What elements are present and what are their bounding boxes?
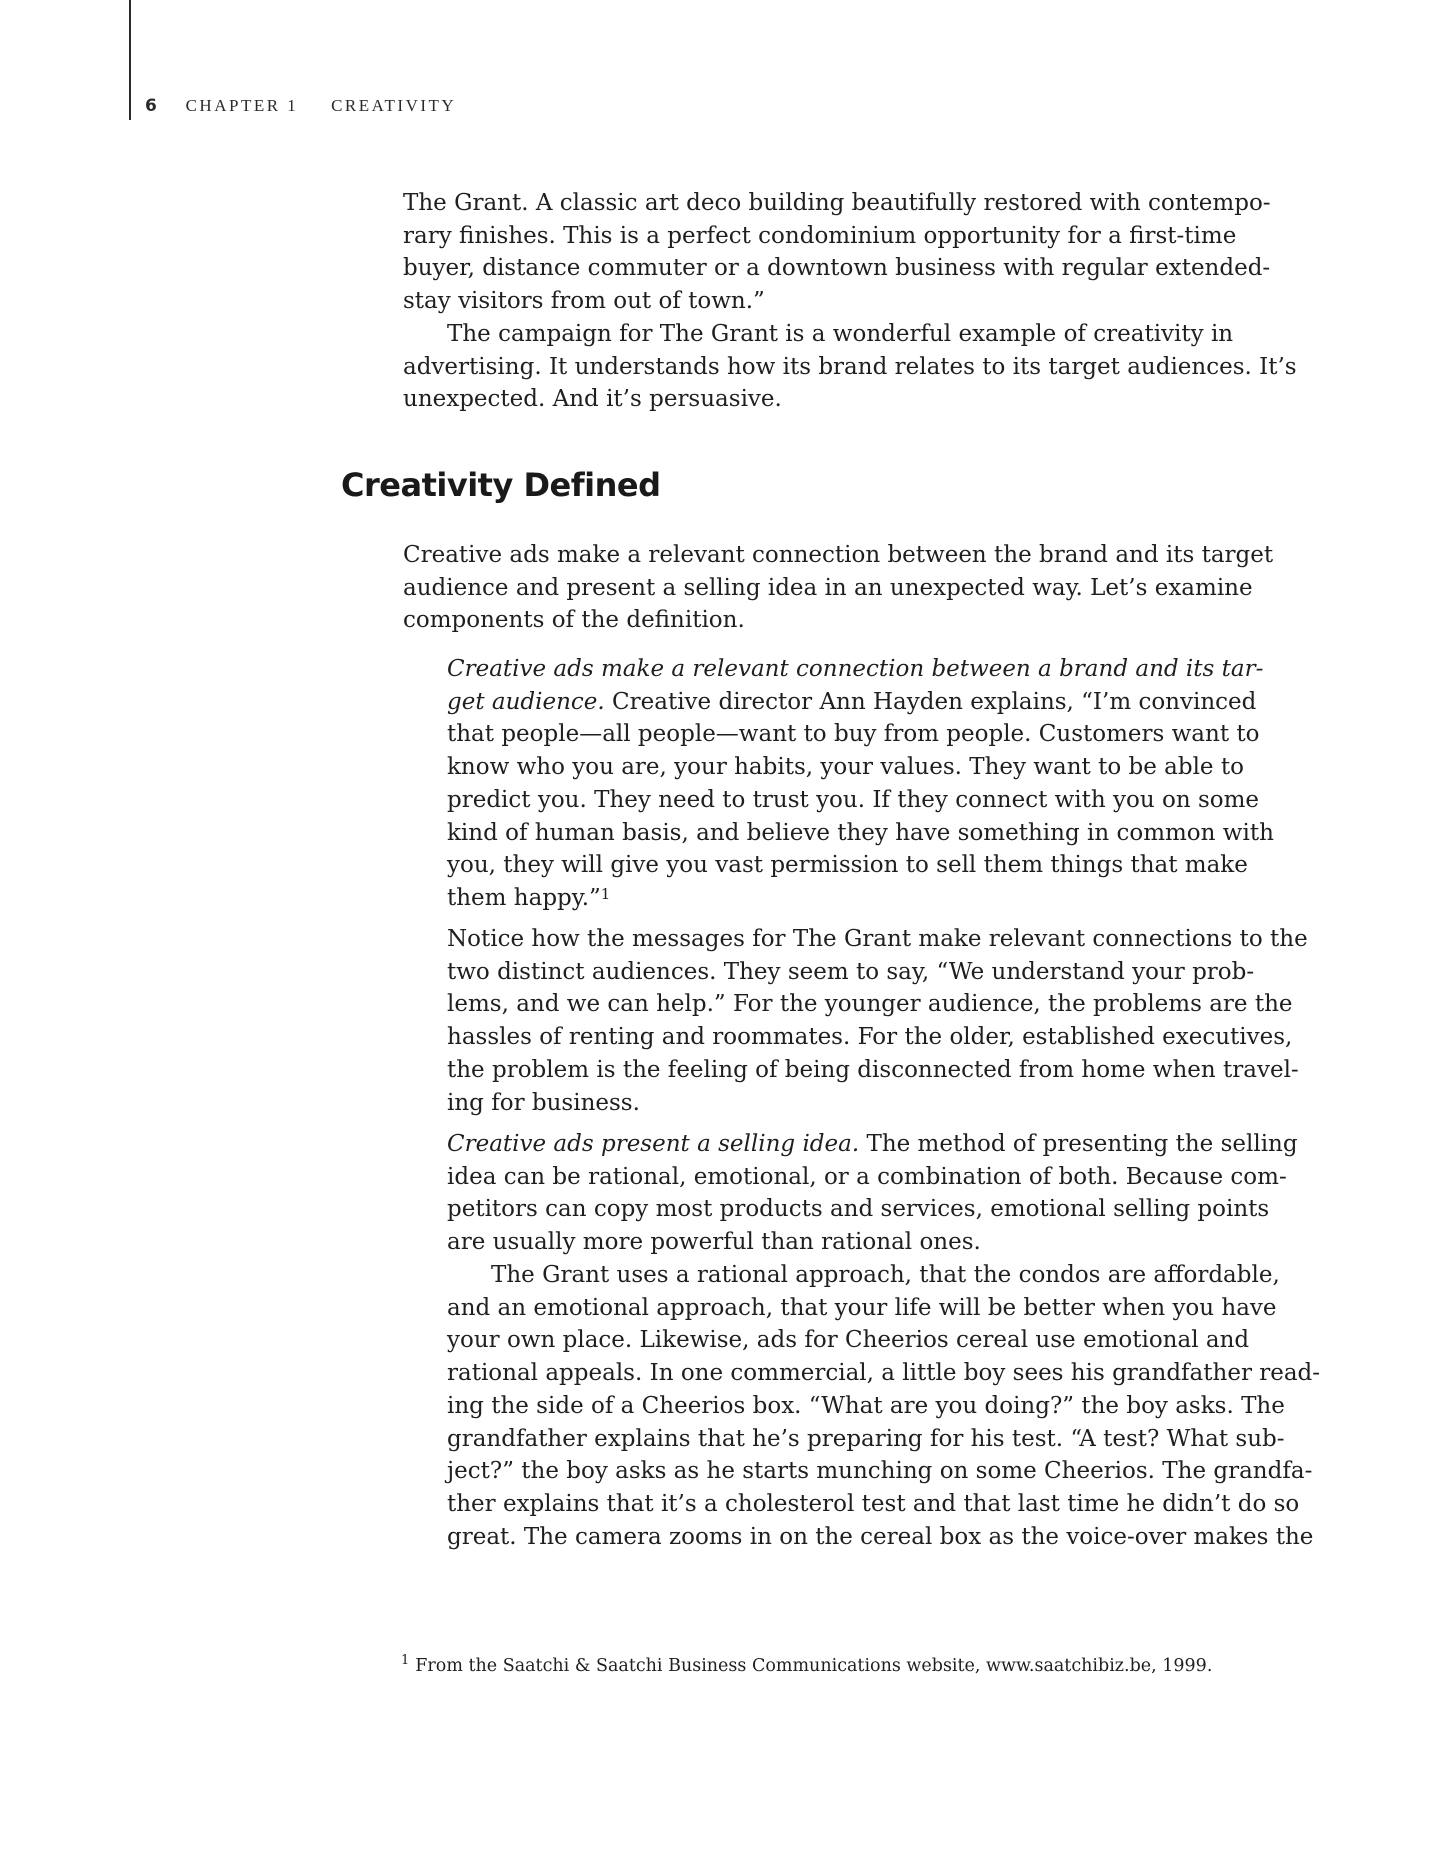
italic-lead: get audience.: [447, 688, 605, 715]
text-line: [447, 1128, 1298, 1161]
text-line: The Grant uses a rational approach, that the condos are affordable,: [491, 1262, 1280, 1288]
italic-lead: Creative ads present a selling idea.: [447, 1131, 860, 1157]
text-line: that people—all people—want to buy from people. Customers want to: [447, 721, 1260, 748]
text-line: [447, 653, 1274, 686]
text-line: idea can be rational, emotional, or a combination of both. Because com-: [447, 1163, 1287, 1190]
text-line: kind of human basis, and believe they have something in common with: [447, 819, 1274, 846]
text-line: petitors can copy most products and services, emotional selling points: [447, 1196, 1270, 1223]
margin-rule: [129, 0, 131, 120]
footnote-text: From the Saatchi & Saatchi Business Communications website, www.saatchibiz.be, 1999.: [415, 1656, 1213, 1676]
text-run: Creative director Ann Hayden explains, “I’m convinced: [604, 688, 1257, 715]
text-line: great. The camera zooms in on the cereal box as the voice-over makes the: [447, 1523, 1314, 1550]
selling-idea-paragraph: [447, 1128, 1298, 1259]
footnote-mark: 1: [401, 1653, 410, 1668]
chapter-title: CREATIVITY: [331, 96, 457, 115]
page-number: 6: [145, 96, 157, 116]
text-line: lems, and we can help.” For the younger audience, the problems are the: [447, 991, 1293, 1018]
text-line: unexpected. And it’s persuasive.: [403, 386, 782, 413]
text-line: you, they will give you vast permission to sell them things that make: [447, 852, 1248, 879]
intro-paragraph: [403, 187, 1271, 318]
text-line: ing the side of a Cheerios box. “What are you doing?” the boy asks. The: [447, 1392, 1285, 1419]
text-run: The method of presenting the selling: [859, 1131, 1298, 1157]
text-line: ther explains that it’s a cholesterol test and that last time he didn’t do so: [447, 1490, 1300, 1517]
text-line: predict you. They need to trust you. If they connect with you on some: [447, 786, 1260, 813]
text-line: ject?” the boy asks as he starts munching on some Cheerios. The grandfa-: [447, 1458, 1313, 1485]
text-line: the problem is the feeling of being disconnected from home when travel-: [447, 1056, 1299, 1083]
text-line: The Grant. A classic art deco building beautifully restored with contempo-: [403, 190, 1271, 216]
text-line: rational appeals. In one commercial, a little boy sees his grandfather read-: [447, 1360, 1321, 1387]
running-head: [145, 96, 456, 116]
campaign-paragraph: [403, 318, 1297, 416]
text-line: Notice how the messages for The Grant make relevant connections to the: [447, 926, 1308, 952]
relevant-connection-paragraph: [447, 653, 1274, 915]
text-line: your own place. Likewise, ads for Cheerios cereal use emotional and: [447, 1327, 1250, 1354]
cheerios-paragraph: [447, 1259, 1320, 1553]
text-line: and an emotional approach, that your life will be better when you have: [447, 1294, 1277, 1321]
text-run: them happy.”: [447, 884, 601, 911]
chapter-label: CHAPTER 1: [185, 96, 299, 115]
italic-lead: Creative ads make a relevant connection between a brand and its tar-: [447, 656, 1264, 682]
text-line: advertising. It understands how its brand relates to its target audiences. It’s: [403, 353, 1297, 380]
notice-paragraph: [447, 923, 1308, 1119]
text-line: ing for business.: [447, 1089, 640, 1116]
definition-paragraph: [403, 539, 1273, 637]
text-line: hassles of renting and roommates. For the older, established executives,: [447, 1024, 1293, 1051]
text-line: stay visitors from out of town.”: [403, 288, 765, 315]
text-line: The campaign for The Grant is a wonderful example of creativity in: [447, 321, 1234, 347]
footnote: [401, 1653, 1213, 1676]
text-line: are usually more powerful than rational ones.: [447, 1229, 981, 1256]
text-line: [447, 882, 1274, 915]
text-line: Creative ads make a relevant connection between the brand and its target: [403, 542, 1274, 568]
text-line: components of the definition.: [403, 607, 745, 634]
text-line: rary finishes. This is a perfect condominium opportunity for a first-time: [403, 222, 1237, 249]
text-line: know who you are, your habits, your values. They want to be able to: [447, 754, 1244, 781]
text-line: [447, 686, 1274, 719]
text-line: buyer, distance commuter or a downtown business with regular extended-: [403, 255, 1271, 282]
text-line: two distinct audiences. They seem to say, “We understand your prob-: [447, 958, 1255, 985]
section-heading: Creativity Defined: [341, 466, 661, 504]
text-line: audience and present a selling idea in an unexpected way. Let’s examine: [403, 574, 1253, 601]
text-line: grandfather explains that he’s preparing for his test. “A test? What sub-: [447, 1425, 1285, 1452]
footnote-reference: 1: [600, 884, 611, 903]
